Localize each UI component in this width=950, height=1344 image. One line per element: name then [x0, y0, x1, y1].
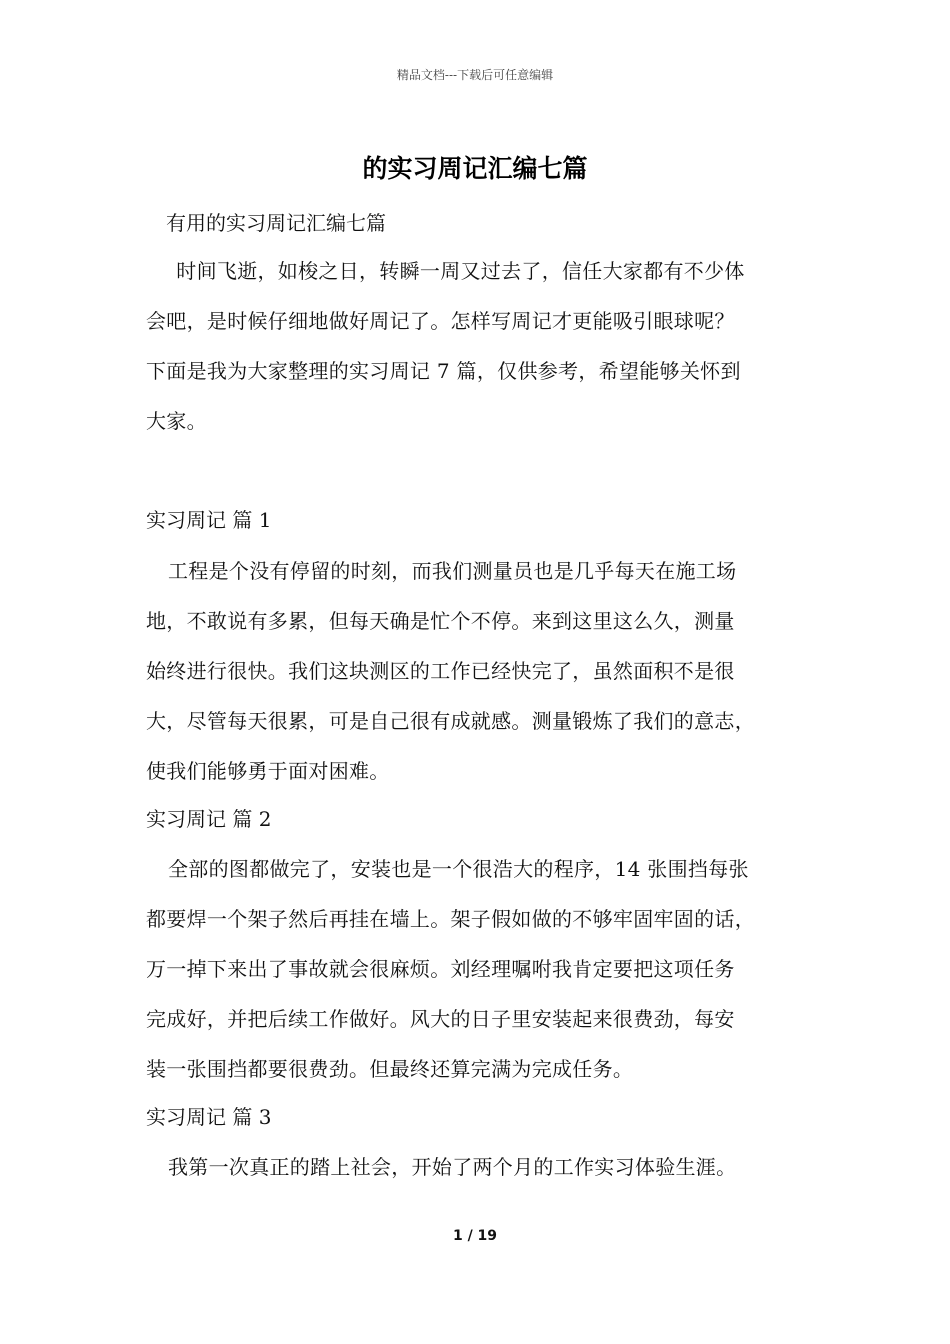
- paragraph-line: 工程是个没有停留的时刻，而我们测量员也是几乎每天在施工场: [168, 559, 737, 583]
- paragraph-line: 全部的图都做完了，安装也是一个很浩大的程序，14 张围挡每张: [168, 857, 749, 881]
- section-2-body: [146, 844, 831, 1094]
- paragraph-line: 完成好，并把后续工作做好。风大的日子里安装起来很费劲，每安: [146, 1007, 735, 1031]
- section-2: [146, 804, 831, 834]
- paragraph-line: 我第一次真正的踏上社会，开始了两个月的工作实习体验生涯。: [168, 1155, 737, 1179]
- document-title: 的实习周记汇编七篇: [362, 154, 588, 183]
- section-heading: 实习周记 篇 3: [146, 1105, 272, 1129]
- paragraph-line: 地，不敢说有多累，但每天确是忙个不停。来到这里这么久，测量: [146, 609, 735, 633]
- section-3-body: [146, 1142, 831, 1192]
- paragraph-line: 使我们能够勇于面对困难。: [146, 759, 390, 783]
- document-subtitle: 有用的实习周记汇编七篇: [166, 211, 386, 235]
- section-1: [146, 505, 831, 535]
- paragraph-line: 都要焊一个架子然后再挂在墙上。架子假如做的不够牢固牢固的话，: [146, 907, 755, 931]
- page-header: 精品文档---下载后可任意编辑: [396, 68, 554, 82]
- paragraph-line: 装一张围挡都要很费劲。但最终还算完满为完成任务。: [146, 1057, 634, 1081]
- page-number: 1 / 19: [452, 1228, 498, 1244]
- paragraph-line: 会吧，是时候仔细地做好周记了。怎样写周记才更能吸引眼球呢？: [146, 309, 735, 333]
- intro-paragraph: [146, 246, 831, 446]
- section-heading: 实习周记 篇 2: [146, 807, 272, 831]
- paragraph-line: 大家。: [146, 409, 207, 433]
- paragraph-line: 大，尽管每天很累，可是自己很有成就感。测量锻炼了我们的意志，: [146, 709, 755, 733]
- section-3: [146, 1102, 831, 1132]
- section-heading: 实习周记 篇 1: [146, 508, 272, 532]
- paragraph-line: 始终进行很快。我们这块测区的工作已经快完了，虽然面积不是很: [146, 659, 735, 683]
- section-1-body: [146, 546, 831, 796]
- paragraph-line: 时间飞逝，如梭之日，转瞬一周又过去了，信任大家都有不少体: [156, 259, 745, 283]
- paragraph-line: 万一掉下来出了事故就会很麻烦。刘经理嘱咐我肯定要把这项任务: [146, 957, 735, 981]
- paragraph-line: 下面是我为大家整理的实习周记 7 篇，仅供参考，希望能够关怀到: [146, 359, 741, 383]
